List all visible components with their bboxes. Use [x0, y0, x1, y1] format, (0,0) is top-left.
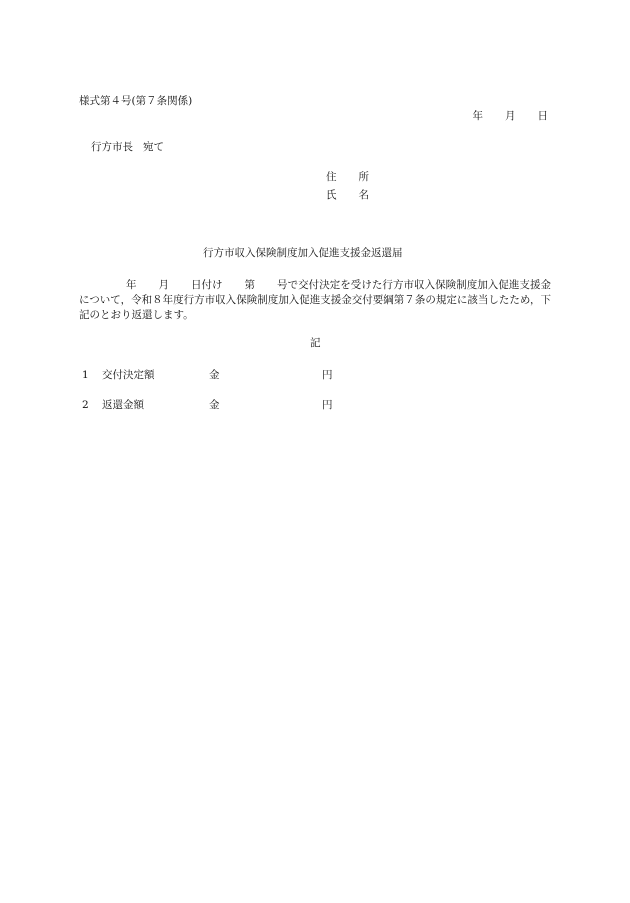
body-text: 号で交付決定を受けた行方市収入保険制度加入促進支援金について，令和８年度行方市収入保険制度加入促進支援金交付要綱第７条の規定に該当したため，下記のとおり返還します。 [79, 279, 551, 321]
item-number: 2 [82, 399, 89, 411]
addressee-name: 行方市長 [91, 141, 133, 153]
body-year: 年 [126, 279, 137, 291]
item-label: 交付決定額 [102, 369, 155, 381]
address-label [326, 172, 369, 183]
item-yen: 円 [322, 399, 333, 411]
item-label: 返還金額 [102, 399, 144, 411]
body-paragraph [79, 278, 551, 323]
item-yen: 円 [322, 369, 333, 381]
applicant-block [326, 172, 369, 207]
name-label-char: 名 [358, 188, 369, 201]
body-month: 月 [158, 279, 169, 291]
date-day-label: 日 [537, 110, 548, 122]
addressee [91, 142, 164, 153]
ki-heading: 記 [310, 337, 321, 349]
form-number: 様式第４号(第７条関係) [79, 95, 193, 107]
submission-date-line [473, 111, 549, 122]
body-number-prefix: 第 [244, 279, 255, 291]
item-kin: 金 [209, 399, 220, 411]
address-label-char: 住 [326, 171, 337, 183]
addressee-honorific: 宛て [143, 141, 164, 153]
item-row [82, 370, 333, 381]
date-year-label: 年 [472, 110, 483, 122]
item-number: 1 [82, 369, 89, 381]
document-title: 行方市収入保険制度加入促進支援金返還届 [203, 247, 403, 259]
name-label [326, 190, 369, 201]
item-kin: 金 [209, 369, 220, 381]
body-day-suffix: 日付け [191, 279, 223, 291]
address-label-char: 所 [358, 171, 369, 183]
item-row [82, 400, 333, 411]
name-label-char: 氏 [326, 188, 337, 201]
date-month-label: 月 [505, 110, 516, 122]
